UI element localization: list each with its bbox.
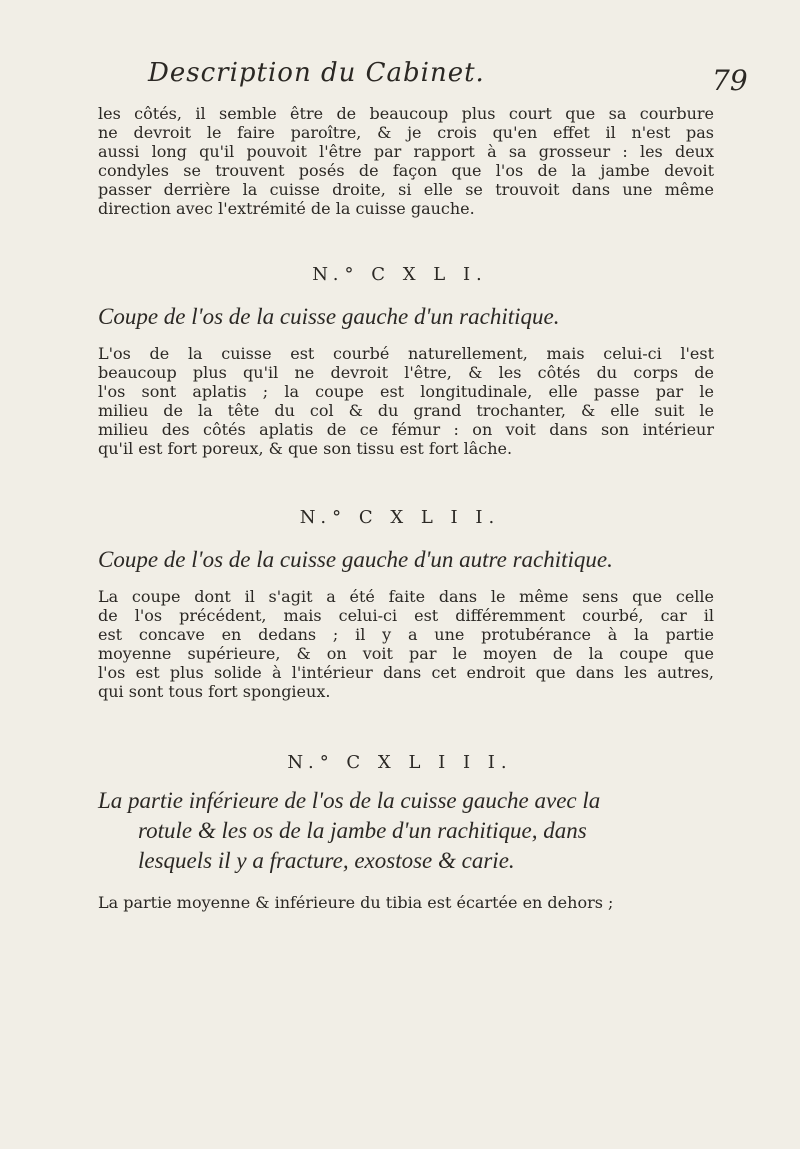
text-line: aussi long qu'il pouvoit l'être par rapport à sa grosseur : les deux (98, 142, 714, 161)
text-line: beaucoup plus qu'il ne devroit l'être, & les côtés du corps de (98, 363, 714, 382)
text-line: direction avec l'extrémité de la cuisse gauche. (98, 199, 475, 218)
title-line: La partie inférieure de l'os de la cuisse gauche avec la (98, 788, 601, 813)
text-line: qu'il est fort poreux, & que son tissu est fort lâche. (98, 439, 513, 458)
entry-text (98, 344, 714, 458)
text-line: La partie moyenne & inférieure du tibia est écartée en dehors ; (98, 893, 614, 912)
text-line: milieu des côtés aplatis de ce fémur : on voit dans son intérieur (98, 420, 714, 439)
text-line: l'os sont aplatis ; la coupe est longitudinale, elle passe par le (98, 382, 714, 401)
entry-number: N.° C X L I I I. (287, 752, 513, 773)
title-line: rotule & les os de la jambe d'un rachitique, dans (138, 818, 587, 843)
text-line: moyenne supérieure, & on voit par le moyen de la coupe que (98, 644, 714, 663)
text-line: l'os est plus solide à l'intérieur dans cet endroit que dans les autres, (98, 663, 714, 682)
title-line: lesquels il y a fracture, exostose & carie. (138, 848, 515, 873)
text-line: milieu de la tête du col & du grand trochanter, & elle suit le (98, 401, 714, 420)
text-line: de l'os précédent, mais celui-ci est différemment courbé, car il (98, 606, 714, 625)
title-line: Coupe de l'os de la cuisse gauche d'un rachitique. (98, 304, 560, 329)
text-line: L'os de la cuisse est courbé naturellement, mais celui-ci l'est (98, 344, 714, 363)
entry-text (98, 587, 714, 701)
entry-text (98, 893, 714, 912)
entry-title (98, 302, 714, 332)
text-line: les côtés, il semble être de beaucoup plus court que sa courbure (98, 104, 714, 123)
page-number: 79 (712, 64, 748, 97)
entry-title (98, 545, 714, 575)
text-line: passer derrière la cuisse droite, si elle se trouvoit dans une même (98, 180, 714, 199)
title-line: Coupe de l'os de la cuisse gauche d'un autre rachitique. (98, 547, 613, 572)
running-title: Description du Cabinet. (148, 58, 485, 88)
text-line: condyles se trouvent posés de façon que l'os de la jambe devoit (98, 161, 714, 180)
text-line: La coupe dont il s'agit a été faite dans le même sens que celle (98, 587, 714, 606)
entry-number: N.° C X L I I. (299, 507, 501, 528)
text-line: qui sont tous fort spongieux. (98, 682, 331, 701)
entry-number: N.° C X L I. (312, 264, 488, 285)
text-line: est concave en dedans ; il y a une protubérance à la partie (98, 625, 714, 644)
continued-paragraph (98, 104, 714, 218)
text-line: ne devroit le faire paroître, & je crois qu'en effet il n'est pas (98, 123, 714, 142)
entry-title (98, 786, 714, 876)
